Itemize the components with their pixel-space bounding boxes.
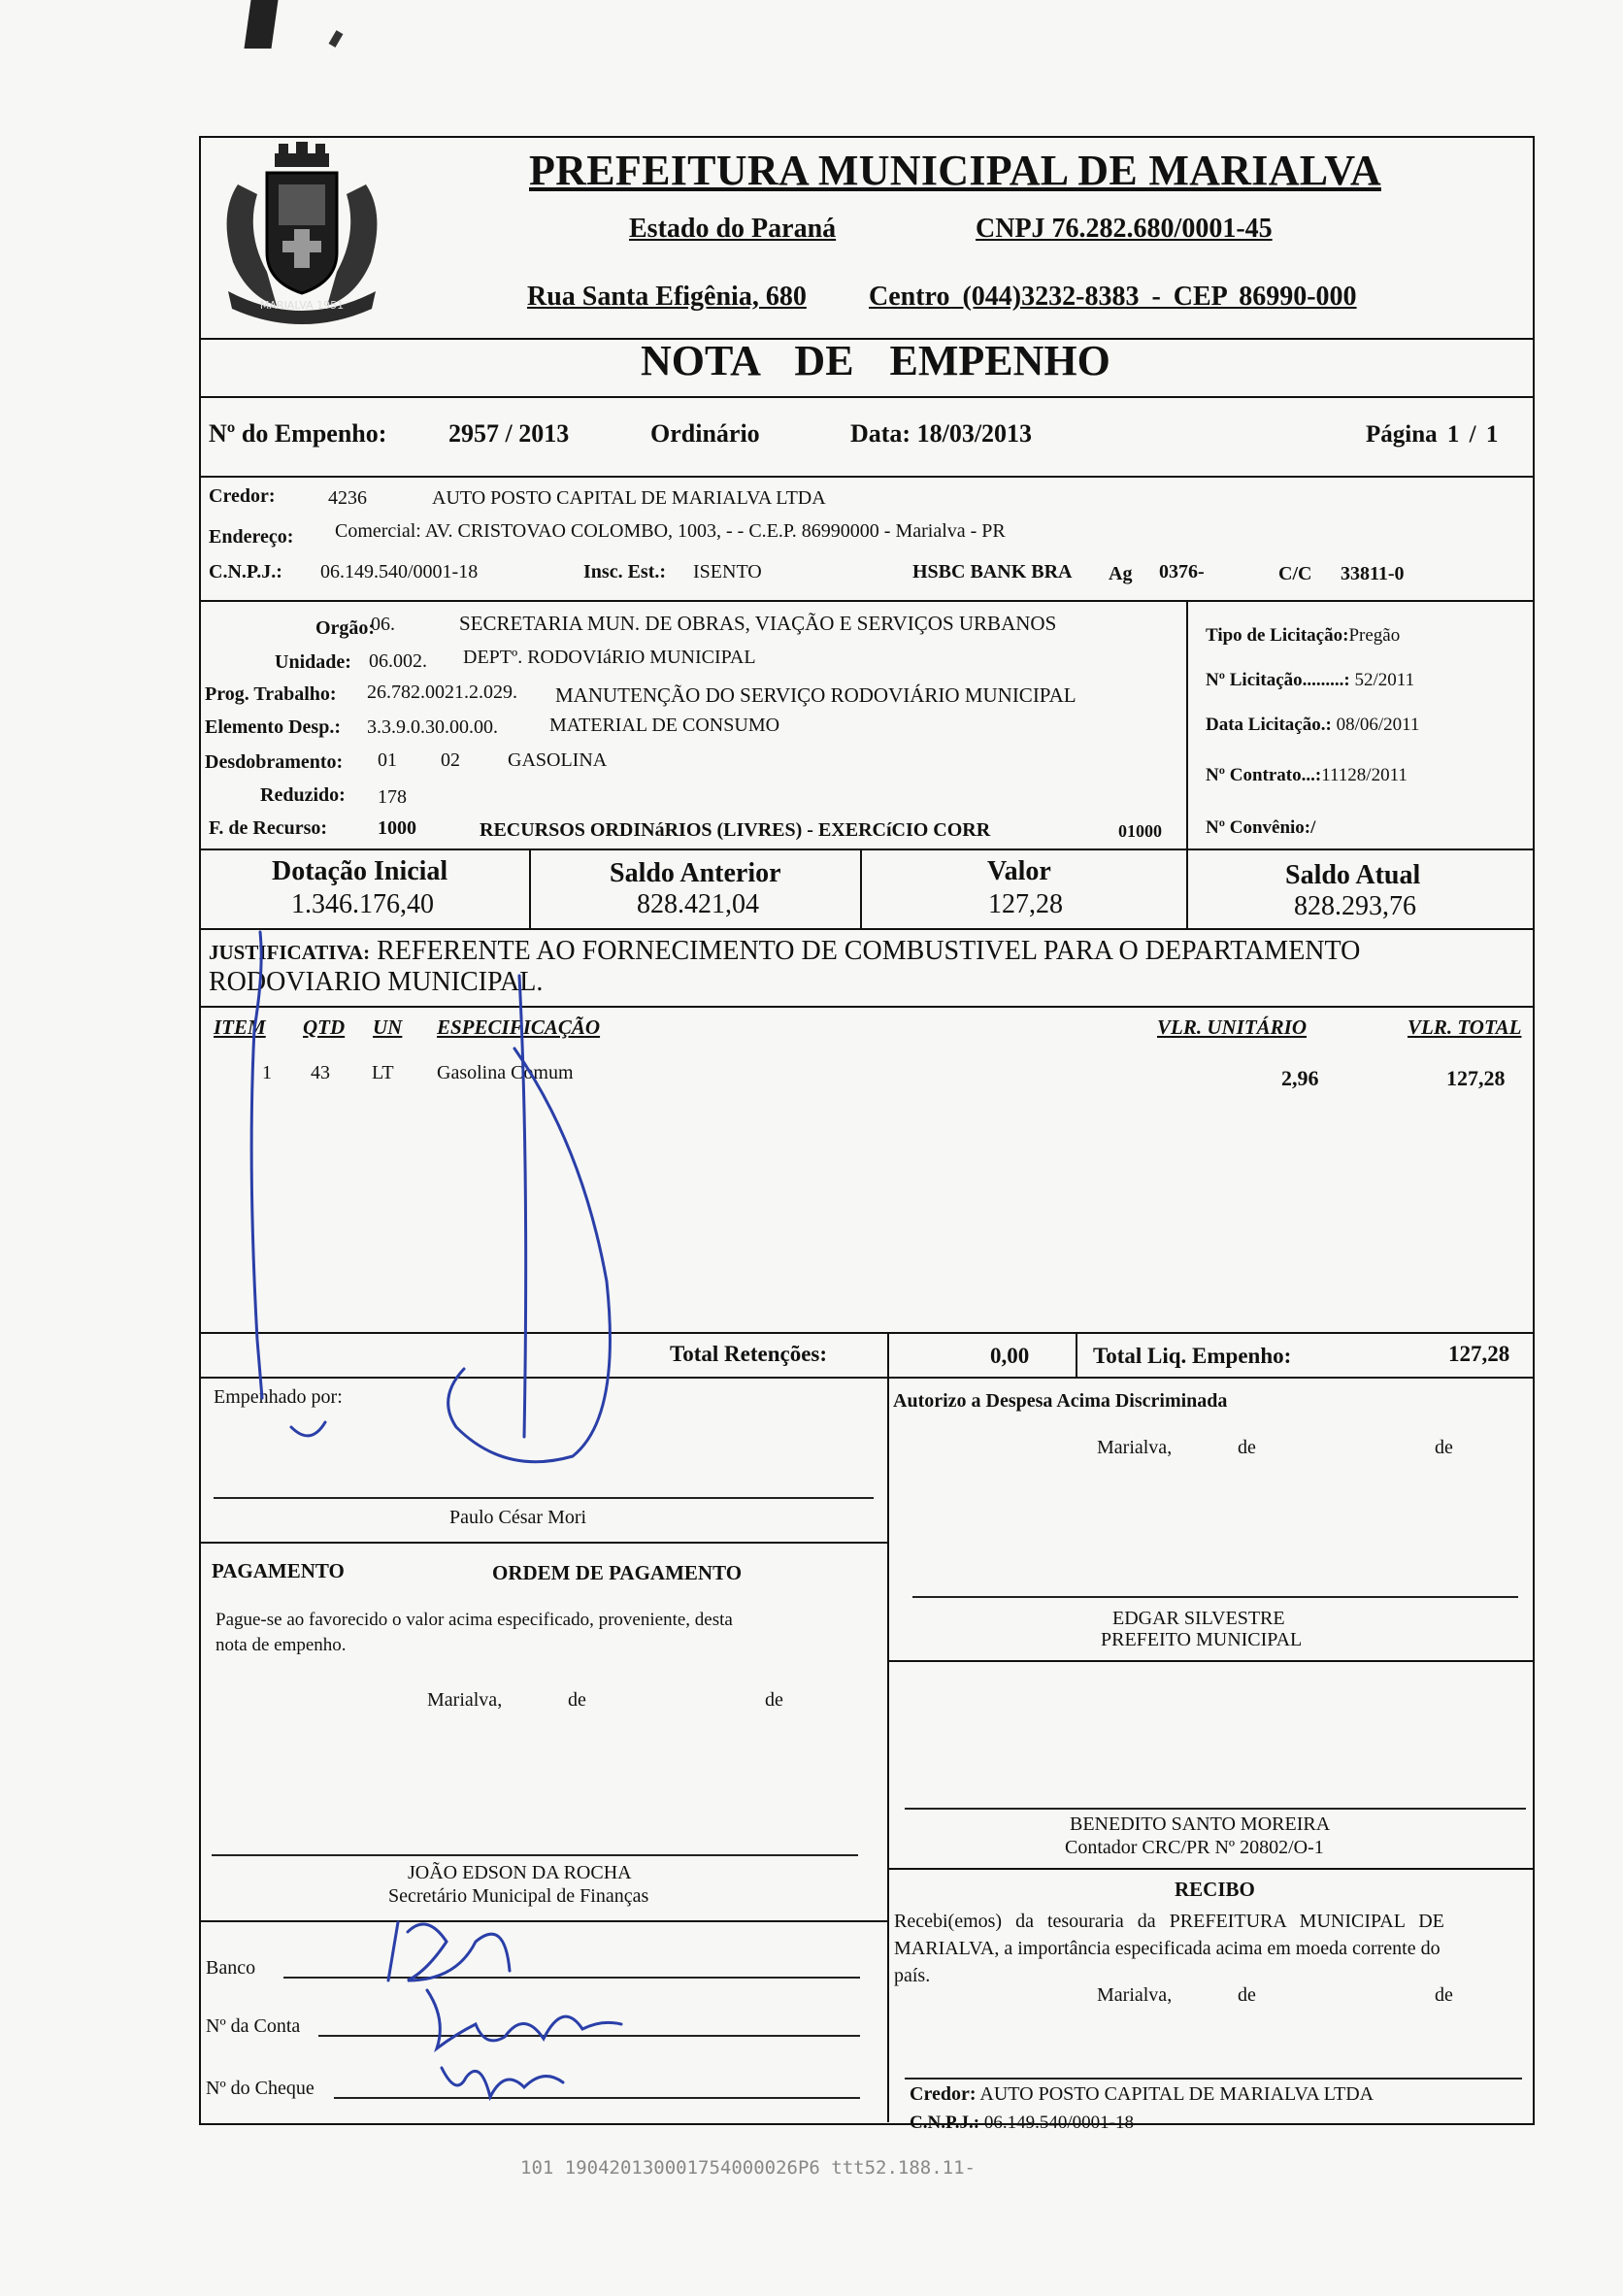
desdobramento-label: Desdobramento: xyxy=(205,751,344,773)
endereco-label: Endereço: xyxy=(209,526,294,548)
desdobramento-b: 02 xyxy=(441,749,460,771)
saldo-atual-value: 828.293,76 xyxy=(1294,891,1416,921)
recibo-de1: de xyxy=(1238,1984,1256,2006)
footer-code: 101 190420130001754000026P6 ttt52.188.11- xyxy=(520,2157,976,2179)
recibo-text1: Recebi(emos) da tesouraria da PREFEITURA MUNICIPAL DE xyxy=(894,1911,1444,1932)
header-cnpj: CNPJ 76.282.680/0001-45 xyxy=(976,214,1273,244)
autorizo-city: Marialva, xyxy=(1097,1437,1173,1458)
licitacao-number-row xyxy=(1206,670,1414,691)
unidade-name: DEPTº. RODOVIáRIO MUNICIPAL xyxy=(463,647,756,668)
col-item: ITEM xyxy=(214,1015,266,1039)
recibo-de2: de xyxy=(1435,1984,1453,2006)
credor-code: 4236 xyxy=(328,487,367,509)
valor-value: 127,28 xyxy=(988,889,1063,919)
tipo-licitacao-label-text: Tipo de Licitação: xyxy=(1206,625,1349,646)
orgao-name: SECRETARIA MUN. DE OBRAS, VIAÇÃO E SERVIÇOS URBANOS xyxy=(459,612,1057,635)
cnpj-label: C.N.P.J.: xyxy=(209,561,282,582)
col-vlr-total: VLR. TOTAL xyxy=(1408,1015,1522,1039)
cc-value: 33811-0 xyxy=(1341,563,1405,584)
header-title: PREFEITURA MUNICIPAL DE MARIALVA xyxy=(529,147,1381,194)
item-vlr-total: 127,28 xyxy=(1446,1066,1506,1090)
elemento-name: MATERIAL DE CONSUMO xyxy=(549,715,780,736)
recibo-credor-label: Credor: xyxy=(910,2083,977,2105)
empenho-label: Nº do Empenho: xyxy=(209,419,387,448)
tipo-licitacao-value: Pregão xyxy=(1348,625,1401,646)
contrato-value: 11128/2011 xyxy=(1321,765,1408,785)
fonte-code: 1000 xyxy=(378,817,416,839)
table-row xyxy=(0,1062,1623,1091)
fonte-label: F. de Recurso: xyxy=(209,817,328,839)
prog-code: 26.782.0021.2.029. xyxy=(367,682,517,703)
banco-label: Banco xyxy=(206,1957,256,1979)
empenhado-name: Paulo César Mori xyxy=(449,1507,587,1528)
justificativa-text2: RODOVIARIO MUNICIPAL. xyxy=(209,967,544,997)
orgao-label: Orgão: xyxy=(315,617,376,639)
elemento-label: Elemento Desp.: xyxy=(205,716,341,738)
justificativa-line1 xyxy=(209,936,1360,967)
contador-role: Contador CRC/PR Nº 20802/O-1 xyxy=(1065,1837,1324,1858)
header-state: Estado do Paraná xyxy=(629,214,837,244)
pagamento-text2: nota de empenho. xyxy=(215,1635,347,1655)
fonte-name: RECURSOS ORDINáRIOS (LIVRES) - EXERCíCIO CORR xyxy=(480,819,991,841)
reduzido-value: 178 xyxy=(378,786,407,808)
licitacao-date: 08/06/2011 xyxy=(1336,715,1420,735)
saldo-anterior-value: 828.421,04 xyxy=(637,889,759,919)
total-liq-value: 127,28 xyxy=(1448,1342,1510,1366)
secretario-role: Secretário Municipal de Finanças xyxy=(388,1885,649,1907)
cheque-label: Nº do Cheque xyxy=(206,2078,315,2099)
justificativa-label: JUSTIFICATIVA: xyxy=(209,941,371,964)
recibo-credor-row xyxy=(910,2083,1374,2106)
unidade-code: 06.002. xyxy=(369,650,427,672)
contador-name: BENEDITO SANTO MOREIRA xyxy=(1070,1814,1331,1835)
elemento-code: 3.3.9.0.30.00.00. xyxy=(367,716,498,738)
recibo-cnpj-row xyxy=(910,2113,1134,2134)
col-qtd: QTD xyxy=(303,1015,346,1039)
item-qtd: 43 xyxy=(311,1062,330,1083)
empenho-type: Ordinário xyxy=(650,419,760,448)
item-number: 1 xyxy=(262,1062,272,1083)
prog-label: Prog. Trabalho: xyxy=(205,683,337,705)
saldo-atual-label: Saldo Atual xyxy=(1285,860,1421,890)
empenhado-label: Empenhado por: xyxy=(214,1386,343,1408)
header-address: Centro (044)3232-8383 - CEP 86990-000 xyxy=(869,282,1357,312)
coat-of-arms-logo xyxy=(199,136,393,330)
conta-label: Nº da Conta xyxy=(206,2015,301,2037)
contrato-label: Nº Contrato...: xyxy=(1206,765,1322,785)
item-vlr-unitario: 2,96 xyxy=(1281,1066,1319,1090)
justificativa-text1: REFERENTE AO FORNECIMENTO DE COMBUSTIVEL PARA O DEPARTAMENTO xyxy=(377,936,1361,966)
total-retencoes-value: 0,00 xyxy=(990,1344,1030,1368)
col-vlr-unitario: VLR. UNITÁRIO xyxy=(1157,1015,1308,1039)
recibo-text3: país. xyxy=(894,1965,931,1986)
pagamento-city: Marialva, xyxy=(427,1689,503,1711)
contrato-row xyxy=(1206,765,1408,786)
pagamento-de2: de xyxy=(765,1689,783,1711)
tipo-licitacao-label xyxy=(1206,625,1400,647)
empenho-number: 2957 / 2013 xyxy=(448,419,570,448)
svg-text:MARIALVA 1951: MARIALVA 1951 xyxy=(259,299,345,312)
insc-value: ISENTO xyxy=(693,561,762,582)
desdobramento-a: 01 xyxy=(378,749,397,771)
reduzido-label: Reduzido: xyxy=(260,784,346,806)
unidade-label: Unidade: xyxy=(275,651,351,673)
prefeito-name: EDGAR SILVESTRE xyxy=(1112,1608,1285,1629)
credor-cnpj: 06.149.540/0001-18 xyxy=(320,561,479,582)
licitacao-number: 52/2011 xyxy=(1354,670,1415,690)
recibo-cnpj: 06.149.540/0001-18 xyxy=(983,2113,1134,2133)
col-un: UN xyxy=(373,1015,403,1039)
scan-mark xyxy=(329,30,344,48)
empenho-date: Data: 18/03/2013 xyxy=(850,419,1033,448)
valor-label: Valor xyxy=(987,856,1051,886)
dotacao-inicial-label: Dotação Inicial xyxy=(272,856,448,886)
pagamento-label: PAGAMENTO xyxy=(212,1559,345,1582)
recibo-text2: MARIALVA, a importância especificada acima em moeda corrente do xyxy=(894,1938,1441,1959)
convenio-label: Nº Convênio:/ xyxy=(1206,817,1316,838)
licitacao-date-row xyxy=(1206,715,1419,736)
prog-name: MANUTENÇÃO DO SERVIÇO RODOVIÁRIO MUNICIPAL xyxy=(555,683,1076,707)
credor-address: Comercial: AV. CRISTOVAO COLOMBO, 1003, - - C.E.P. 86990000 - Marialva - PR xyxy=(335,520,1006,542)
cc-label: C/C xyxy=(1278,563,1312,584)
ordem-pagamento-label: ORDEM DE PAGAMENTO xyxy=(492,1561,743,1584)
autorizo-de2: de xyxy=(1435,1437,1453,1458)
prefeito-role: PREFEITO MUNICIPAL xyxy=(1101,1629,1303,1650)
autorizo-label: Autorizo a Despesa Acima Discriminada xyxy=(893,1390,1228,1412)
licitacao-date-label: Data Licitação.: xyxy=(1206,715,1332,735)
total-liq-label: Total Liq. Empenho: xyxy=(1093,1344,1292,1368)
total-retencoes-label: Total Retenções: xyxy=(670,1342,828,1366)
col-especificacao: ESPECIFICAÇÃO xyxy=(437,1015,601,1039)
orgao-code: 06. xyxy=(371,614,395,635)
header-street: Rua Santa Efigênia, 680 xyxy=(527,282,807,312)
insc-label: Insc. Est.: xyxy=(583,561,667,582)
dotacao-inicial-value: 1.346.176,40 xyxy=(291,889,434,919)
pagamento-text1: Pague-se ao favorecido o valor acima especificado, proveniente, desta xyxy=(215,1610,733,1630)
credor-name: AUTO POSTO CAPITAL DE MARIALVA LTDA xyxy=(432,487,826,509)
fonte-number: 01000 xyxy=(1118,821,1162,841)
recibo-city: Marialva, xyxy=(1097,1984,1173,2006)
licitacao-number-label: Nº Licitação.........: xyxy=(1206,670,1350,690)
scan-mark xyxy=(244,0,278,49)
saldo-anterior-label: Saldo Anterior xyxy=(610,858,781,888)
secretario-name: JOÃO EDSON DA ROCHA xyxy=(408,1862,632,1883)
credor-label: Credor: xyxy=(209,485,276,507)
item-un: LT xyxy=(372,1062,394,1083)
page-number: Página 1 / 1 xyxy=(1366,421,1499,448)
recibo-label: RECIBO xyxy=(1175,1878,1255,1901)
bank-name: HSBC BANK BRA xyxy=(912,561,1073,582)
recibo-credor: AUTO POSTO CAPITAL DE MARIALVA LTDA xyxy=(979,2083,1375,2105)
recibo-cnpj-label: C.N.P.J.: xyxy=(910,2113,980,2133)
pagamento-de1: de xyxy=(568,1689,586,1711)
document-title: NOTA DE EMPENHO xyxy=(641,337,1110,384)
agency-label: Ag xyxy=(1109,563,1133,584)
desdobramento-name: GASOLINA xyxy=(508,749,608,771)
item-especificacao: Gasolina Comum xyxy=(437,1062,574,1083)
autorizo-de1: de xyxy=(1238,1437,1256,1458)
agency-value: 0376- xyxy=(1159,561,1205,582)
